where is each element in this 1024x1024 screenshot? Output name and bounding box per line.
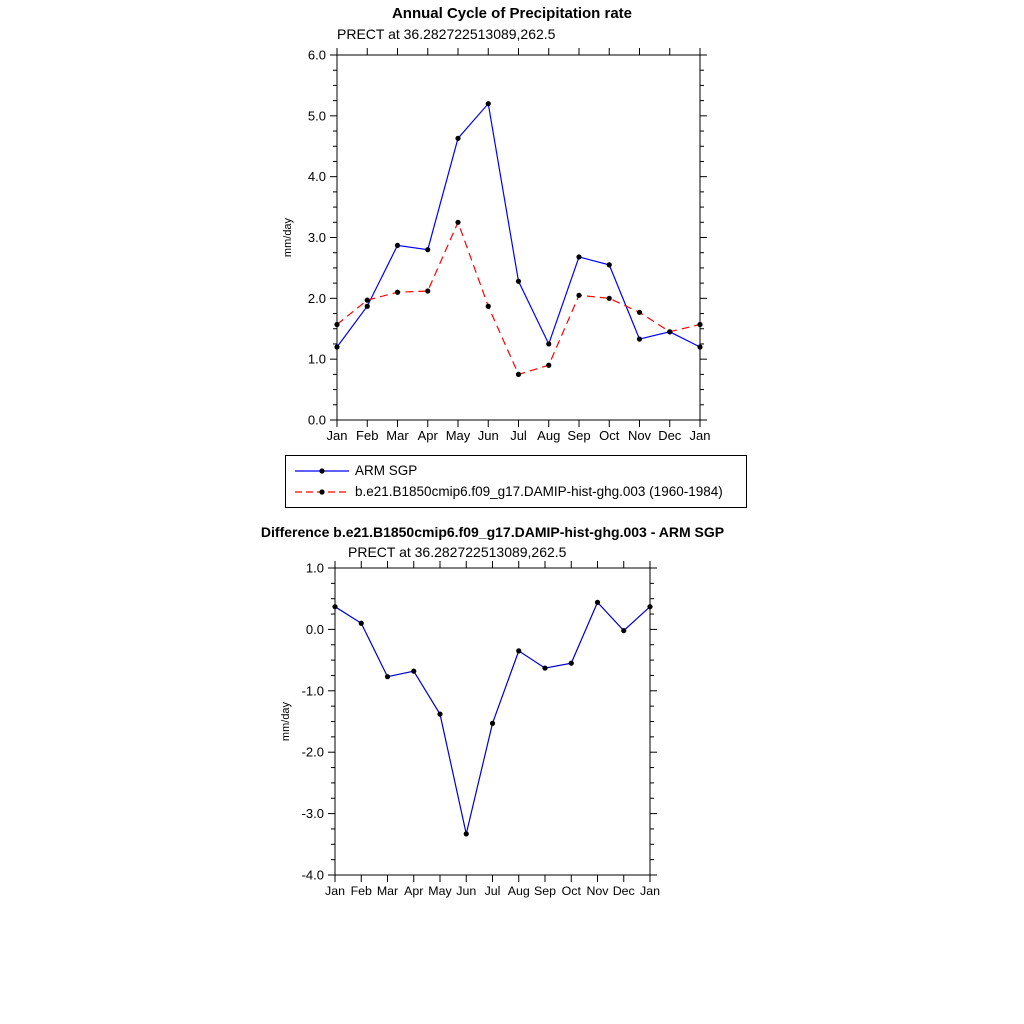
annual-cycle-subtitle: PRECT at 36.282722513089,262.5	[337, 26, 556, 42]
legend-label-model: b.e21.B1850cmip6.f09_g17.DAMIP-hist-ghg.003 (1960-1984)	[355, 484, 723, 499]
svg-text:mm/day: mm/day	[282, 217, 294, 258]
svg-text:Aug: Aug	[507, 884, 530, 898]
svg-text:mm/day: mm/day	[280, 701, 292, 742]
svg-text:Mar: Mar	[386, 428, 409, 443]
svg-text:Jan: Jan	[689, 428, 711, 443]
svg-text:Mar: Mar	[376, 884, 399, 898]
svg-text:5.0: 5.0	[307, 108, 326, 124]
svg-text:1.0: 1.0	[307, 351, 326, 367]
svg-text:May: May	[445, 428, 471, 443]
difference-chart	[260, 560, 710, 900]
svg-text:Sep: Sep	[567, 428, 591, 443]
svg-text:Jan: Jan	[325, 884, 345, 898]
svg-text:May: May	[428, 884, 452, 898]
svg-text:Nov: Nov	[586, 884, 609, 898]
svg-text:0.0: 0.0	[305, 621, 324, 637]
svg-text:Jun: Jun	[477, 428, 499, 443]
svg-text:Jan: Jan	[640, 884, 660, 898]
svg-text:Sep: Sep	[533, 884, 557, 898]
svg-text:4.0: 4.0	[307, 169, 326, 185]
svg-text:Apr: Apr	[404, 884, 424, 898]
blue-solid-line-swatch-icon	[293, 465, 351, 477]
svg-text:3.0: 3.0	[307, 230, 326, 245]
svg-text:-3.0: -3.0	[301, 806, 324, 822]
svg-text:Oct: Oct	[561, 884, 581, 898]
legend-item-model	[293, 481, 742, 502]
legend-item-arm-sgp	[293, 460, 742, 481]
difference-title: Difference b.e21.B1850cmip6.f09_g17.DAMIP-hist-ghg.003 - ARM SGP	[260, 524, 725, 540]
legend-label-arm-sgp: ARM SGP	[355, 463, 418, 478]
red-dashed-line-swatch-icon	[293, 486, 351, 498]
annual-cycle-title: Annual Cycle of Precipitation rate	[391, 5, 633, 22]
svg-text:Jan: Jan	[326, 428, 348, 443]
svg-text:Feb: Feb	[350, 884, 372, 898]
svg-text:-2.0: -2.0	[301, 744, 324, 760]
svg-text:Aug: Aug	[537, 428, 561, 443]
svg-text:Apr: Apr	[417, 428, 438, 443]
svg-text:Dec: Dec	[658, 428, 682, 443]
svg-text:Jun: Jun	[456, 884, 477, 898]
svg-text:1.0: 1.0	[305, 560, 324, 576]
svg-text:0.0: 0.0	[307, 412, 326, 428]
svg-text:Jul: Jul	[484, 884, 501, 898]
legend	[285, 455, 747, 508]
difference-subtitle: PRECT at 36.282722513089,262.5	[348, 544, 567, 560]
annual-cycle-chart	[260, 46, 770, 446]
svg-text:Dec: Dec	[612, 884, 635, 898]
svg-text:-4.0: -4.0	[301, 867, 324, 883]
svg-text:Feb: Feb	[356, 428, 379, 443]
svg-text:Oct: Oct	[599, 428, 620, 443]
svg-text:Nov: Nov	[627, 428, 652, 443]
svg-text:-1.0: -1.0	[301, 683, 324, 699]
svg-text:6.0: 6.0	[307, 47, 326, 63]
svg-text:2.0: 2.0	[307, 290, 326, 306]
svg-text:Jul: Jul	[510, 428, 527, 443]
